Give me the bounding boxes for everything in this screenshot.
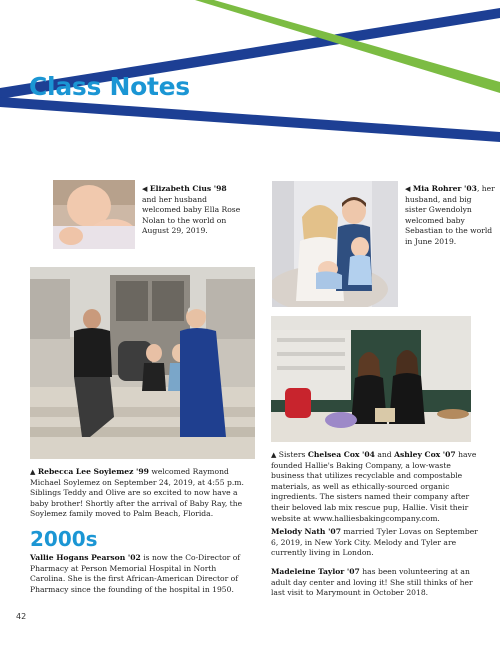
name-mia-rohrer: Mia Rohrer '03 [412,184,477,193]
green-stripe [195,0,500,93]
photo-rohrer-family [272,181,398,307]
left-arrow-icon: ◀ [405,185,411,193]
left-arrow-icon: ◀ [142,185,148,193]
name-chelsea-cox: Chelsea Cox '04 [307,450,375,459]
caption-cox-sisters: ▲ Sisters Chelsea Cox '04 and Ashley Cox '07 have founded Hallie's Baking Company, a low-waste business that utilizes recyclable and compostable materials, as well as ethically-sourced organic ingredients. The sisters named their company after their beloved lab mix rescue pup, Hallie. Visit their website at www.halliesbakingcompany.com. [271,450,477,523]
name-elizabeth-cius: Elizabeth Cius '98 [149,184,227,193]
name-ashley-cox: Ashley Cox '07 [394,450,456,459]
caption-mia-rohrer: ◀ Mia Rohrer '03, her husband, and big sister Gwendolyn welcomed baby Sebastian to the world in June 2019. [405,184,495,246]
note-vallie-pearson: Vallie Hogans Pearson '02 is now the Co-Director of Pharmacy at Person Memorial Hospital in North Carolina. She is the first African-American Director of Pharmacy since the founding of the hospital in 1950. [30,553,241,594]
name-madeleine-taylor: Madeleine Taylor '07 [271,567,360,576]
photo-baby-ella [53,180,135,249]
name-vallie-pearson: Vallie Hogans Pearson '02 [30,553,141,562]
navy-stripe-2 [0,97,500,142]
name-rebecca-soylemez: Rebecca Lee Soylemez '99 [37,467,149,476]
up-arrow-icon: ▲ [271,451,277,459]
note-melody-nath: Melody Nath '07 married Tyler Lovas on September 6, 2019, in New York City. Melody and Tyler are currently living in London. [271,527,478,558]
note-madeleine-taylor: Madeleine Taylor '07 has been volunteering at an adult day center and loving it! She still thinks of her last visit to Marymount in October 2018. [271,567,473,598]
photo-soylemez-family [30,267,255,459]
up-arrow-icon: ▲ [30,468,36,476]
page-number: 42 [16,612,27,621]
name-melody-nath: Melody Nath '07 [271,527,341,536]
caption-elizabeth-cius: ◀ Elizabeth Cius '98 and her husband welcomed baby Ella Rose Nolan to the world on August 29, 2019. [142,184,241,236]
caption-rebecca-soylemez: ▲ Rebecca Lee Soylemez '99 welcomed Raymond Michael Soylemez on September 24, 2019, at 4:55 p.m. Siblings Teddy and Olive are so excited to now have a baby brother! Shortly after the arrival of Baby Ray, the Soylemez family moved to Palm Beach, Florida. [30,467,244,519]
page-title: Class Notes [29,72,190,101]
photo-cox-sisters [271,316,471,442]
section-heading-2000s: 2000s [30,527,98,551]
